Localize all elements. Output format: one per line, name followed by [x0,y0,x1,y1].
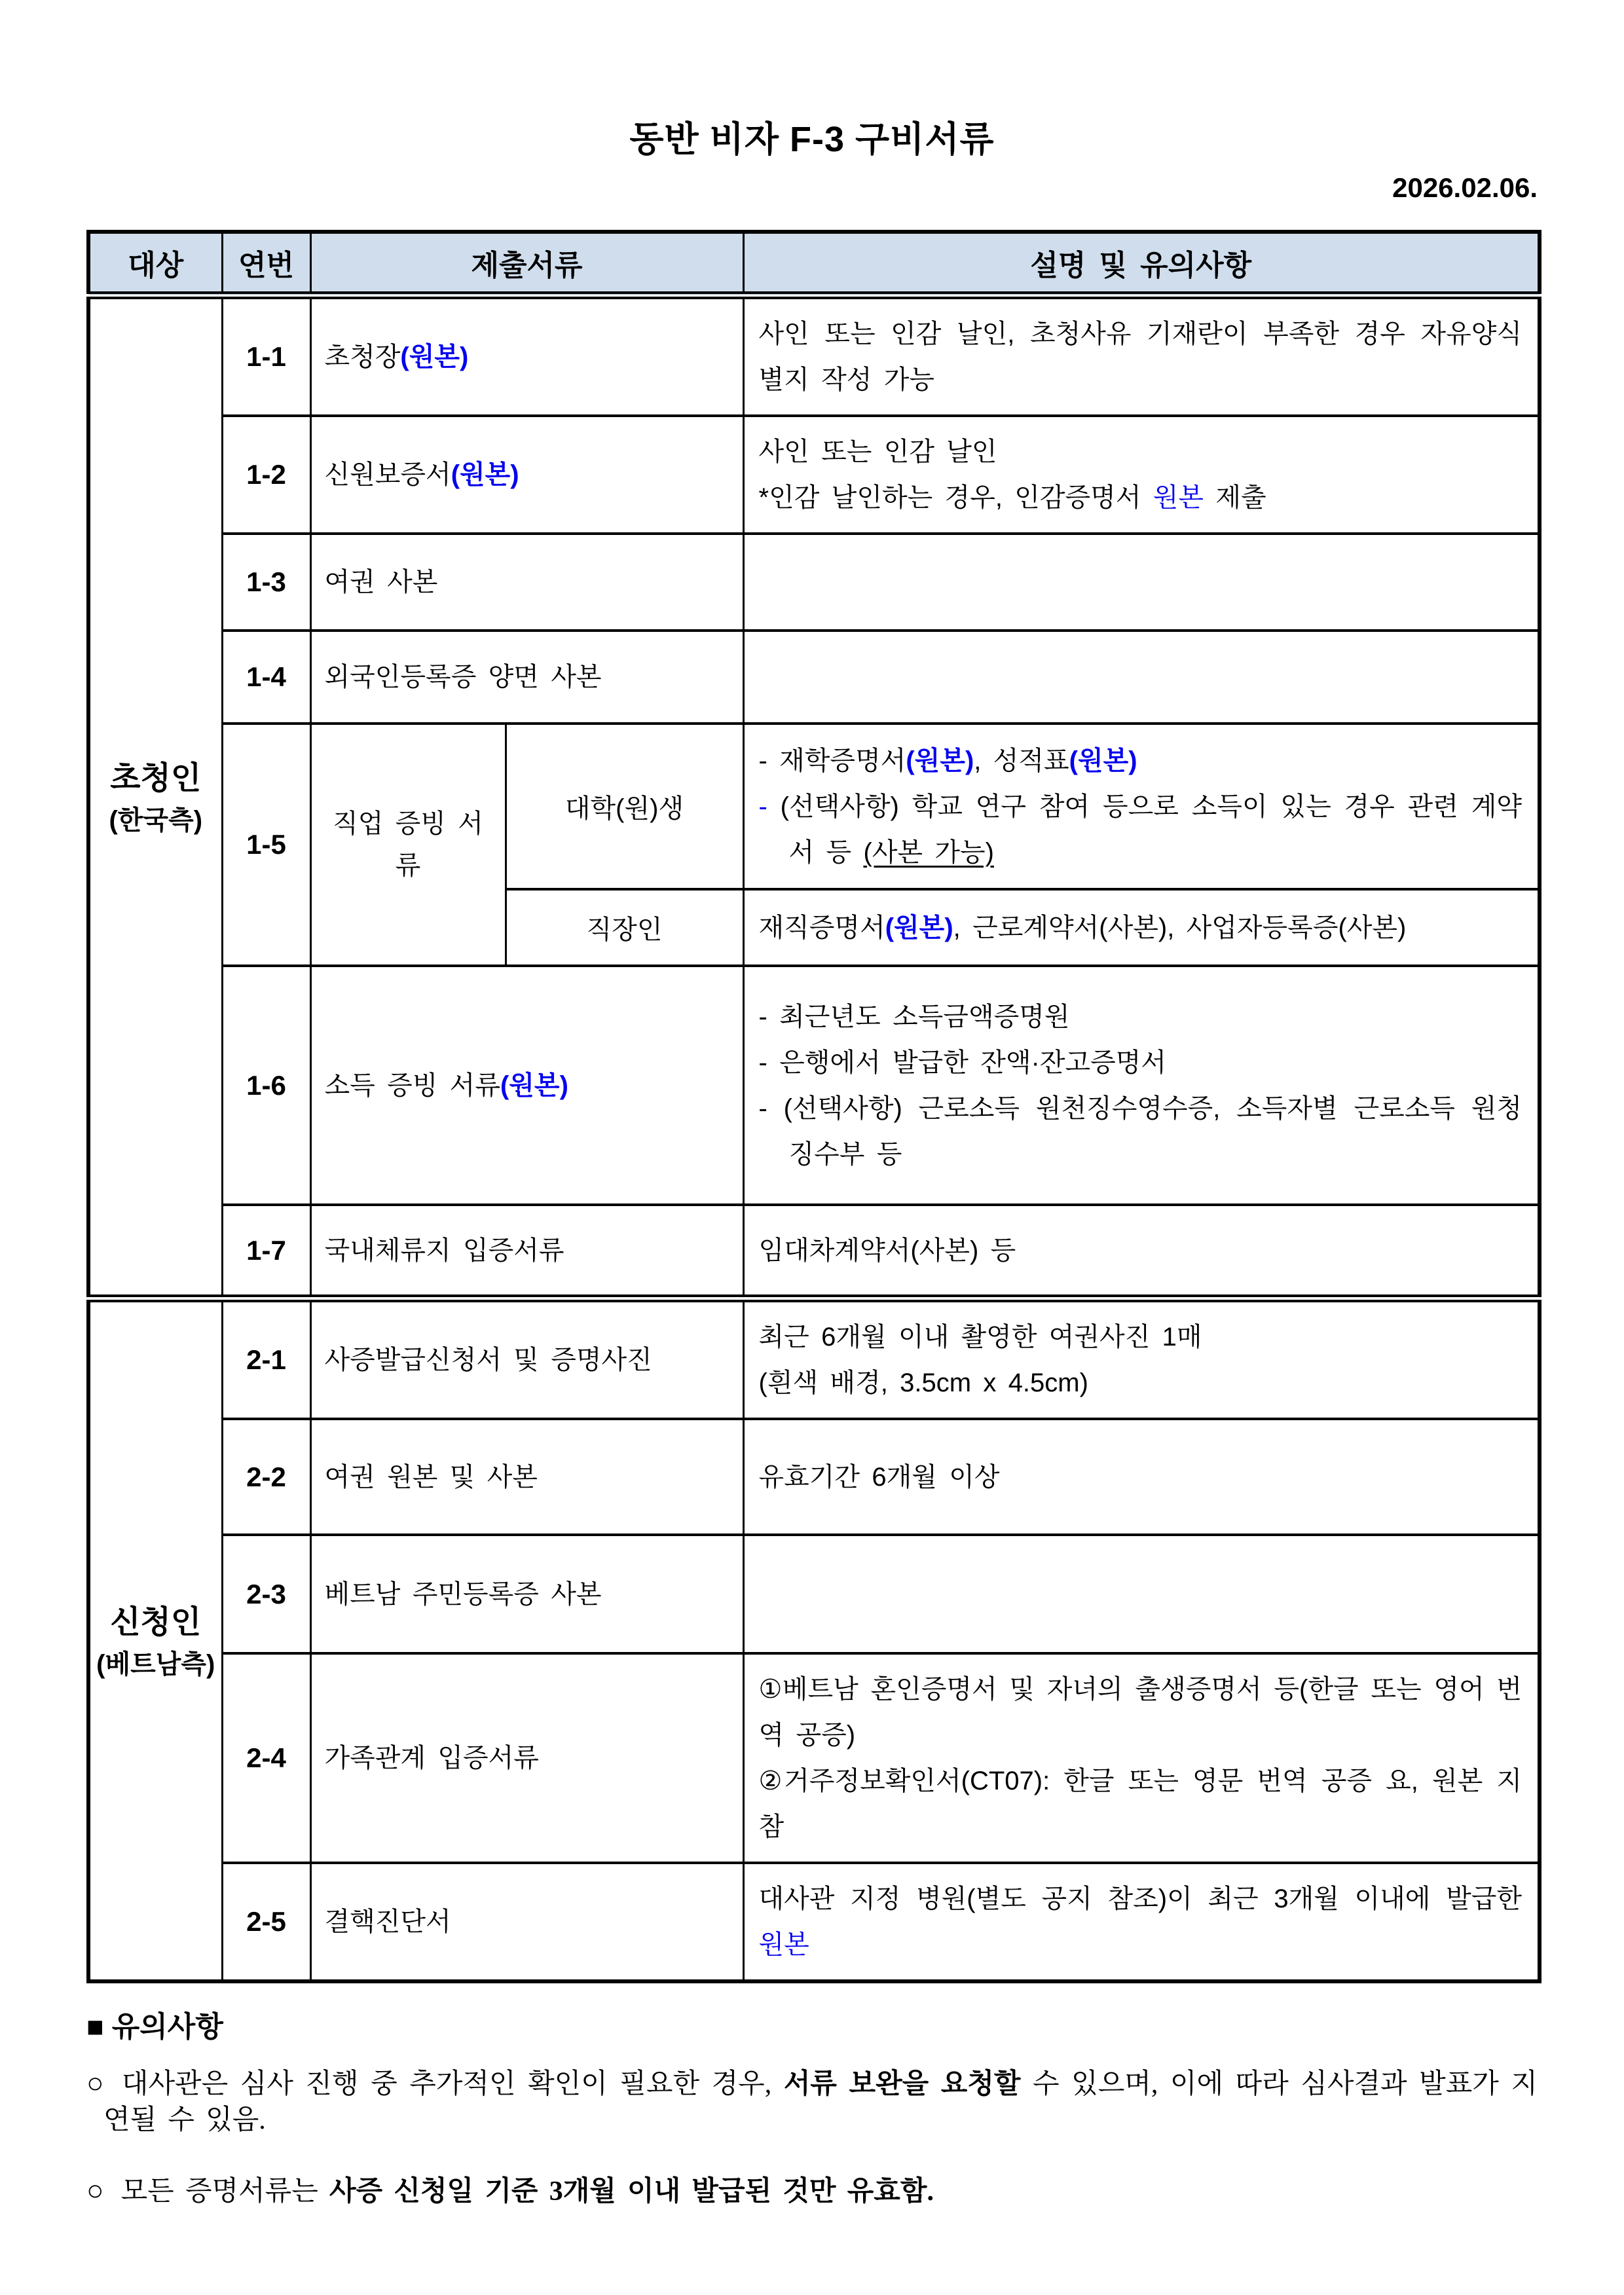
row-1-1 [88,295,1540,416]
desc-paragraph: 임대차계약서(사본) 등 [758,1236,1016,1265]
row-2-5 [88,1863,1540,1981]
cell-desc-1-5-worker [743,889,1540,966]
row-2-4 [88,1653,1540,1863]
circle-bullet: ○ [86,2067,105,2099]
row-1-2 [88,416,1540,534]
cell-target-applicant [88,1298,222,1981]
note-item-1 [86,2065,1538,2138]
col-header-no: 연번 [222,232,310,295]
desc-paragraph: - (선택사항) 학교 연구 참여 등으로 소득이 있는 경우 관련 계약서 등 (사본 가능) [758,792,1522,867]
cell-desc-2-4 [743,1653,1540,1863]
notes-heading: ■ 유의사항 [86,2011,223,2043]
col-header-target: 대상 [88,232,222,295]
document-date: 2026.02.06. [1392,172,1538,203]
cell-doc-1-1: 초청장(원본) [310,295,743,416]
desc-paragraph: 사인 또는 인감 날인 [758,437,997,466]
target-inviter-label: 초청인 [110,761,202,796]
desc-paragraph: 최근 6개월 이내 촬영한 여권사진 1매 [758,1323,1202,1351]
desc-paragraph: - (선택사항) 근로소득 원천징수영수증, 소득자별 근로소득 원청징수부 등 [758,1093,1522,1169]
desc-paragraph: ②거주정보확인서(CT07): 한글 또는 영문 번역 공증 요, 원본 지참 [758,1767,1522,1841]
col-header-desc: 설명 및 유의사항 [743,232,1540,295]
cell-desc-1-6 [743,966,1540,1205]
cell-doc-2-1: 사증발급신청서 및 증명사진 [310,1298,743,1419]
cell-desc-1-7 [743,1205,1540,1298]
cell-desc-1-2 [743,416,1540,534]
cell-no-1-5: 1-5 [222,724,310,966]
desc-paragraph: 사인 또는 인감 날인, 초청사유 기재란이 부족한 경우 자유양식 별지 작성 가능 [758,320,1522,394]
cell-desc-2-3 [743,1535,1540,1653]
cell-no-2-4: 2-4 [222,1653,310,1863]
row-2-3 [88,1535,1540,1653]
cell-doc-2-2: 여권 원본 및 사본 [310,1419,743,1535]
cell-no-2-2: 2-2 [222,1419,310,1535]
cell-no-2-5: 2-5 [222,1863,310,1981]
cell-doc-2-3: 베트남 주민등록증 사본 [310,1535,743,1653]
row-1-7 [88,1205,1540,1298]
cell-desc-1-3 [743,534,1540,631]
cell-doc-2-4: 가족관계 입증서류 [310,1653,743,1863]
cell-no-1-1: 1-1 [222,295,310,416]
cell-desc-2-2 [743,1419,1540,1535]
cell-desc-1-1 [743,295,1540,416]
table-header-row [88,232,1540,295]
desc-paragraph: 대사관 지정 병원(별도 공지 참조)이 최근 3개월 이내에 발급한 원본 [758,1884,1522,1959]
cell-no-1-7: 1-7 [222,1205,310,1298]
desc-paragraph: - 은행에서 발급한 잔액·잔고증명서 [758,1048,1167,1077]
row-1-5-student [88,724,1540,889]
cell-doc-1-4: 외국인등록증 양면 사본 [310,631,743,724]
row-2-1 [88,1298,1540,1419]
row-2-2 [88,1419,1540,1535]
note-text: 대사관은 심사 진행 중 추가적인 확인이 필요한 경우, 서류 보완을 요청할 수 있으며, 이에 따라 심사결과 발표가 지연될 수 있음. [103,2069,1538,2135]
cell-doc-2-5: 결핵진단서 [310,1863,743,1981]
cell-doc-1-6: 소득 증빙 서류(원본) [310,966,743,1205]
cell-doc-1-3: 여권 사본 [310,534,743,631]
notes-section [86,2003,1538,2210]
desc-paragraph: *인감 날인하는 경우, 인감증명서 원본 제출 [758,483,1266,512]
row-1-3 [88,534,1540,631]
requirements-table [86,230,1541,1983]
target-applicant-label: 신청인 [110,1605,202,1640]
col-header-docs: 제출서류 [310,232,743,295]
cell-no-2-3: 2-3 [222,1535,310,1653]
target-inviter-side: (한국측) [109,806,203,835]
desc-paragraph: - 재학증명서(원본), 성적표(원본) [758,746,1137,775]
cell-no-2-1: 2-1 [222,1298,310,1419]
cell-doc-1-5: 직업 증빙 서류 [310,724,506,966]
note-item-2 [86,2172,1538,2210]
page-title: 동반 비자 F-3 구비서류 [629,120,995,159]
cell-desc-2-5 [743,1863,1540,1981]
desc-paragraph: 유효기간 6개월 이상 [758,1462,1000,1492]
desc-paragraph: 재직증명서(원본), 근로계약서(사본), 사업자등록증(사본) [758,913,1407,942]
desc-paragraph: ①베트남 혼인증명서 및 자녀의 출생증명서 등(한글 또는 영어 번역 공증) [758,1675,1522,1750]
cell-subcat-student: 대학(원)생 [506,724,743,889]
cell-no-1-4: 1-4 [222,631,310,724]
row-1-4 [88,631,1540,724]
cell-doc-1-7: 국내체류지 입증서류 [310,1205,743,1298]
cell-subcat-worker: 직장인 [506,889,743,966]
cell-no-1-3: 1-3 [222,534,310,631]
cell-desc-1-5-student [743,724,1540,889]
row-1-6 [88,966,1540,1205]
circle-bullet: ○ [86,2175,104,2207]
cell-no-1-2: 1-2 [222,416,310,534]
cell-target-inviter [88,295,222,1298]
cell-desc-1-4 [743,631,1540,724]
note-text: 모든 증명서류는 사증 신청일 기준 3개월 이내 발급된 것만 유효함. [120,2176,934,2207]
cell-no-1-6: 1-6 [222,966,310,1205]
target-applicant-side: (베트남측) [96,1650,215,1679]
desc-paragraph: - 최근년도 소득금액증명원 [758,1002,1070,1031]
desc-paragraph: (흰색 배경, 3.5cm x 4.5cm) [758,1368,1088,1397]
cell-desc-2-1 [743,1298,1540,1419]
cell-doc-1-2: 신원보증서(원본) [310,416,743,534]
